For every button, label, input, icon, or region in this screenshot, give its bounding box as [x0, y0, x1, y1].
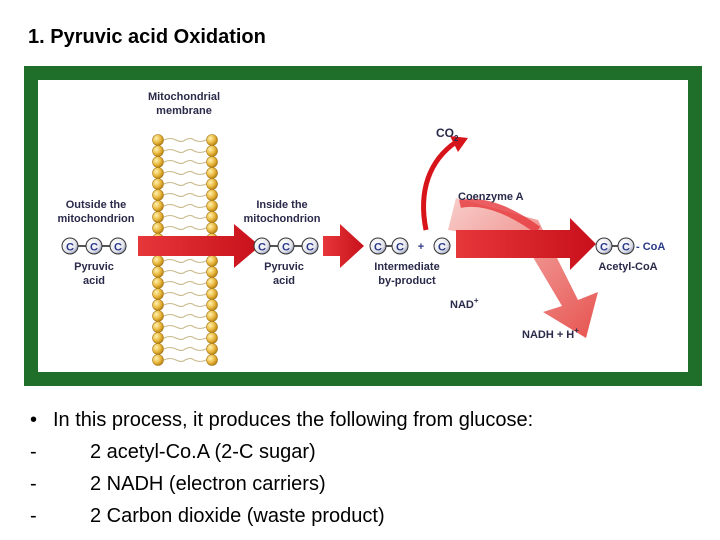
lipid-tail: [164, 227, 206, 230]
list-item-text: 2 NADH (electron carriers): [90, 473, 326, 495]
lipid-head: [153, 267, 164, 278]
co2-arrow: [424, 142, 456, 230]
lipid-tail: [164, 348, 206, 351]
bullet-marker: •: [30, 409, 38, 431]
list-item-text: 2 Carbon dioxide (waste product): [90, 505, 385, 527]
carbon-label: C: [90, 241, 98, 254]
pyruvic-inside-line1: Pyruvic: [264, 261, 304, 273]
lipid-head: [153, 179, 164, 190]
lipid-head: [207, 256, 218, 267]
pyruvic-outside-line1: Pyruvic: [74, 261, 114, 273]
list-item-text: 2 acetyl-Co.A (2-C sugar): [90, 441, 316, 463]
lipid-tail: [164, 216, 206, 219]
lipid-head: [207, 311, 218, 322]
lipid-head: [153, 278, 164, 289]
lipid-tail: [164, 337, 206, 340]
pyruvate-outside-carbons: [62, 238, 126, 254]
lipid-tail: [164, 282, 206, 285]
lipid-tail: [164, 194, 206, 197]
intermediate-carbons: [370, 238, 450, 254]
intermediate-line2: by-product: [378, 275, 436, 287]
lipid-tail: [164, 150, 206, 153]
lipid-head: [153, 146, 164, 157]
lipid-head: [153, 256, 164, 267]
lipid-head: [207, 179, 218, 190]
lipid-head: [207, 135, 218, 146]
inside-label-line1: Inside the: [256, 199, 308, 211]
nad-label: NAD+: [450, 296, 479, 311]
carbon-label: C: [258, 241, 266, 254]
lipid-head: [153, 322, 164, 333]
outside-label-line1: Outside the: [65, 199, 127, 211]
pyruvic-outside-line2: acid: [82, 275, 106, 287]
lipid-tail: [164, 293, 206, 296]
lipid-head: [153, 311, 164, 322]
lipid-head: [207, 157, 218, 168]
lipid-head: [207, 146, 218, 157]
lipid-tail: [164, 183, 206, 186]
lipid-head: [207, 278, 218, 289]
intermediate-line1: Intermediate: [374, 261, 440, 273]
carbon-label: C: [438, 241, 446, 254]
lipid-head: [153, 300, 164, 311]
lipid-head: [207, 300, 218, 311]
coa-suffix: - CoA: [636, 241, 666, 253]
lipid-head: [153, 201, 164, 212]
diagram-panel: [38, 80, 688, 372]
carbon-label: C: [282, 241, 290, 254]
dash-marker: -: [30, 505, 37, 527]
lipid-head: [207, 344, 218, 355]
pyruvate-oxidation-diagram: [38, 80, 688, 372]
lipid-tail: [164, 172, 206, 175]
lipid-head: [153, 289, 164, 300]
lipid-head: [153, 344, 164, 355]
lipid-head: [207, 212, 218, 223]
carbon-label: C: [66, 241, 74, 254]
lipid-head: [207, 289, 218, 300]
carbon-label: C: [622, 241, 630, 254]
lipid-head: [207, 201, 218, 212]
lipid-head: [207, 322, 218, 333]
lipid-head: [207, 333, 218, 344]
lipid-head: [207, 190, 218, 201]
lipid-head: [153, 355, 164, 366]
lipid-tail: [164, 271, 206, 274]
nadh-label: NADH + H+: [522, 326, 579, 341]
pyruvic-inside-line2: acid: [272, 275, 296, 287]
membrane-label-line2: membrane: [156, 105, 212, 117]
lipid-head: [153, 190, 164, 201]
lipid-head: [153, 135, 164, 146]
carbon-label: C: [114, 241, 122, 254]
lipid-head: [153, 168, 164, 179]
lipid-head: [153, 157, 164, 168]
lipid-head: [153, 212, 164, 223]
lipid-tail: [164, 139, 206, 142]
lipid-tail: [164, 359, 206, 362]
outside-label-line2: mitochondrion: [57, 213, 135, 225]
plus-sign: +: [417, 241, 425, 253]
carbon-label: C: [306, 241, 314, 254]
membrane-label-line1: Mitochondrial: [147, 91, 221, 103]
summary-intro-text: In this process, it produces the following from glucose:: [53, 409, 534, 431]
lipid-head: [207, 267, 218, 278]
lipid-tail: [164, 205, 206, 208]
lipid-tail: [164, 304, 206, 307]
carbon-label: C: [600, 241, 608, 254]
dash-marker: -: [30, 441, 37, 463]
lipid-head: [153, 223, 164, 234]
arrow-to-intermediate: [323, 224, 364, 268]
co2-label: $CO_2$: [436, 126, 459, 143]
lipid-head: [207, 223, 218, 234]
carbon-label: C: [396, 241, 404, 254]
lipid-head: [207, 355, 218, 366]
lipid-tail: [164, 326, 206, 329]
lipid-head: [153, 333, 164, 344]
coenzyme-a-label: Coenzyme A: [458, 191, 524, 203]
lipid-tail: [164, 315, 206, 318]
pyruvate-inside-carbons: [254, 238, 318, 254]
acetyl-coa-label: Acetyl-CoA: [598, 261, 658, 273]
inside-label-line2: mitochondrion: [243, 213, 321, 225]
carbon-label: C: [374, 241, 382, 254]
lipid-tail: [164, 260, 206, 263]
diagram-frame: [24, 66, 702, 386]
page-title: 1. Pyruvic acid Oxidation: [28, 26, 266, 48]
lipid-head: [207, 168, 218, 179]
dash-marker: -: [30, 473, 37, 495]
lipid-tail: [164, 161, 206, 164]
acetyl-coa-carbons: [596, 238, 665, 254]
